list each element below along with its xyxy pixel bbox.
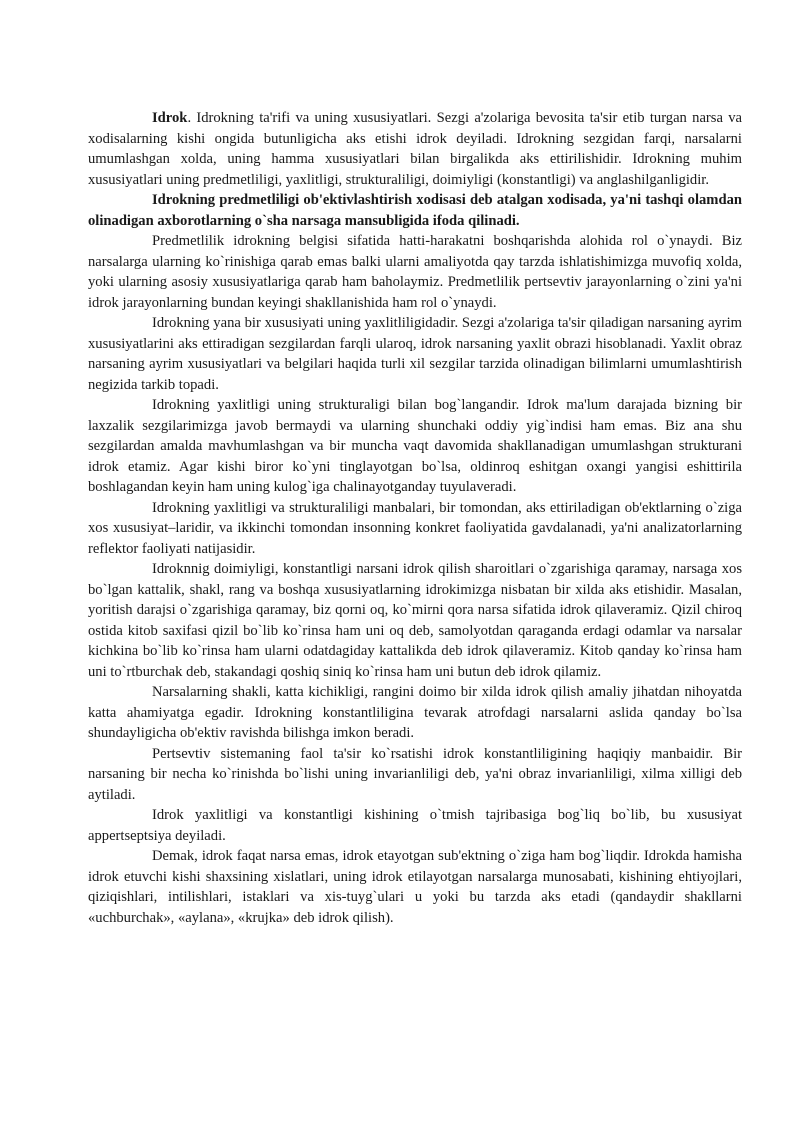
paragraph-manbalar: Idrokning yaxlitligi va strukturaliligi manbalari, bir tomondan, aks ettiriladigan ob'ektlarning o`ziga xos xususiyat–laridir, va ikkinchi tomondan insonning konkret faoliyatida gavdalanadi, ya'ni analizatorlarning reflektor faoliyati natijasidir. <box>88 499 742 557</box>
paragraph-predmetlilik: Predmetlilik idrokning belgisi sifatida hatti-harakatni boshqarishda alohida rol o`ynaydi. Biz narsalarga ularning ko`rinishiga qarab emas balki ularni amaliyotda qay tarzda ishlatishimizga muvofiq xolda, yoki ularning asosiy xususiyatlariga qarab ham baholaymiz. Predmetlilik pertsevtiv jarayonlarning o`zini ya'ni idrok jarayonlarning bundan keyingi shakllanishida ham rol o`ynaydi. <box>88 233 742 311</box>
paragraph-text: . Idrokning ta'rifi va uning xususiyatlari. Sezgi a'zolariga bevosita ta'sir etib turgan narsa va xodisalarning kishi ongida butunligicha aks etishi idrok deyiladi. Idrokning sezgidan farqi, narsalarni umumlashgan xolda, uning hamma xususiyatlari bilan birgalikda aks ettirilishidir. Idrokning muhim xususiyatlari uning predmetliligi, yaxlitligi, strukturaliligi, doimiyligi (konstantligi) va anglashilganligidir. <box>88 110 742 188</box>
paragraph-konstantlik: Idroknnig doimiyligi, konstantligi narsani idrok qilish sharoitlari o`zgarishiga qaramay, narsaga xos bo`lgan kattalik, shakl, rang va boshqa xususiyatlarning idrokimizga nisbatan bir xilda aks etishidir. Masalan, yoritish darajsi o`zgarishiga qaramay, biz qorni oq, ko`mirni qora narsa sifatida idrok qilaveramiz. Qizil chiroq ostida kitob saxifasi qizil bo`lib ko`rinsa ham uni oq deb, samolyotdan qaraganda erdagi odamlar va narsalar kichkina bo`lib ko`rinsa ham ularni odatdagiday kattalikda deb idrok qilaveramiz. Kitob qanday ko`rinsa ham uni to`rtburchak deb, stakandagi qoshiq siniq ko`rinsa ham uni butun deb idrok qilamiz. <box>88 561 742 680</box>
paragraph-yaxlitlik: Idrokning yana bir xususiyati uning yaxlitliligidadir. Sezgi a'zolariga ta'sir qiladigan narsaning ayrim xususiyatlarini aks ettiradigan sezgilardan farqli ularoq, idrok narsaning yaxlit obrazi hisoblanadi. Yaxlit obraz narsaning ayrim xususiyatlari va belgilari haqida turli xil sezgilar tarzida olinadigan bilimlarni umumlashtirish negizida tarkib topadi. <box>88 315 742 393</box>
document-page <box>88 108 742 928</box>
paragraph-amaliy-ahamiyat: Narsalarning shakli, katta kichikligi, rangini doimo bir xilda idrok qilish amaliy jihatdan nihoyatda katta ahamiyatga egadir. Idrokning konstantliligina tevarak atrofdagi narsalarni aslida qanday bo`lsa shundayligicha ob'ektiv ravishda bilishga imkon beradi. <box>88 684 742 741</box>
paragraph-struktura: Idrokning yaxlitligi uning strukturaligi bilan bog`langandir. Idrok ma'lum darajada bizning bir laxzalik sezgilarimizga javob bermaydi va ularning shunchaki oddiy yig`indisi ham emas. Biz ana shu sezgilardan amalda mavhumlashgan va bir muncha vaqt davomida shakllanadigan umumlashgan strukturani idrok etamiz. Agar kishi biror ko`yni tinglayotgan bo`lsa, oldinroq eshitgan oxangi yangisi eshittirila boshlagandan keyin ham uning kulog`iga chalinayotganday tuyulaveradi. <box>88 397 742 495</box>
term-idrok: Idrok <box>152 110 188 126</box>
paragraph-objectivity: Idrokning predmetliligi ob'ektivlashtirish xodisasi deb atalgan xodisada, ya'ni tashqi olamdan olinadigan axborotlarning o`sha narsaga mansubligida ifoda qilinadi. <box>88 192 742 229</box>
paragraph-definition <box>88 108 742 190</box>
paragraph-pertseptiv-sistema: Pertsevtiv sistemaning faol ta'sir ko`rsatishi idrok konstantliligining haqiqiy manbaidir. Bir narsaning bir necha ko`rinishda bo`lishi uning invarianliligi deb, ya'ni obraz invarianliligi, xilma xilligi deb aytiladi. <box>88 745 742 803</box>
paragraph-xulosa: Demak, idrok faqat narsa emas, idrok etayotgan sub'ektning o`ziga ham bog`liqdir. Idrokda hamisha idrok etuvchi kishi shaxsining xislatlari, uning idrok etilayotgan narsalarga munosabati, kishining ehtiyojlari, qiziqishlari, intilishlari, istaklari va xis-tuyg`ulari u yoki bu tarzda aks etadi (qandaydir shakllarni «uchburchak», «aylana», «krujka» deb idrok qilish). <box>88 848 742 926</box>
paragraph-appertseptsiya: Idrok yaxlitligi va konstantligi kishining o`tmish tajribasiga bog`liq bo`lib, bu xususiyat appertseptsiya deyiladi. <box>88 807 742 844</box>
